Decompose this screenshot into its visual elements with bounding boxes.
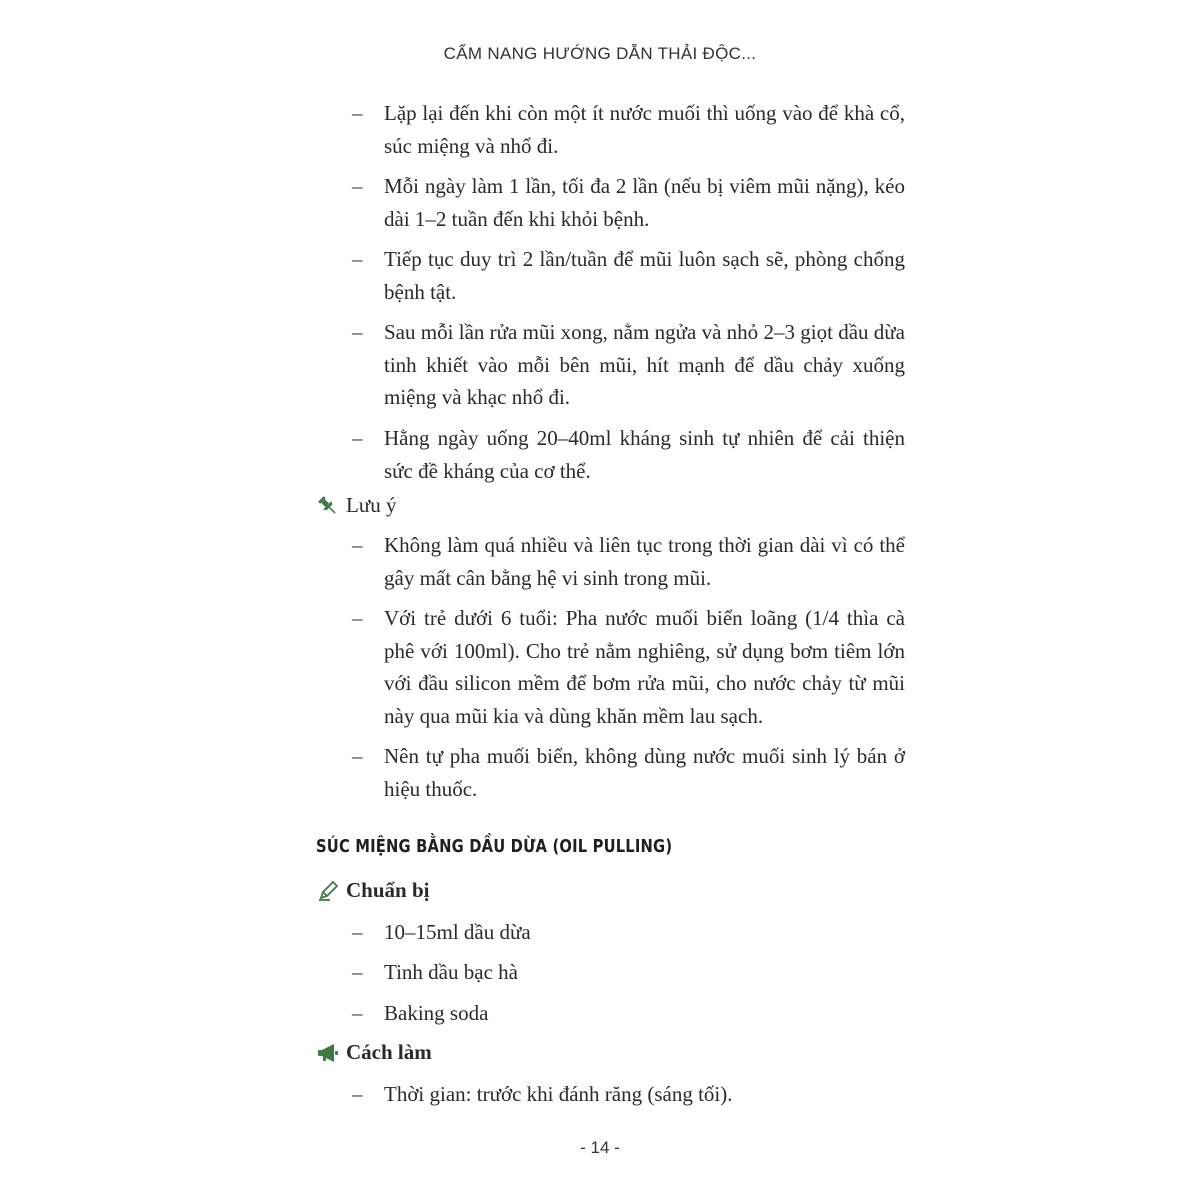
list-item: Thời gian: trước khi đánh răng (sáng tối). bbox=[384, 1082, 733, 1106]
section-title: SÚC MIỆNG BẰNG DẦU DỪA (OIL PULLING) bbox=[316, 836, 673, 857]
list-dash: – bbox=[352, 426, 363, 450]
list-item: Hằng ngày uống 20–40ml kháng sinh tự nhiên để cải thiện sức đề kháng của cơ thể. bbox=[384, 426, 905, 483]
list-dash: – bbox=[352, 744, 363, 768]
megaphone-icon bbox=[316, 1041, 340, 1065]
pencil-icon bbox=[316, 879, 340, 903]
list-item: Nên tự pha muối biển, không dùng nước muối sinh lý bán ở hiệu thuốc. bbox=[384, 744, 905, 801]
list-item: Lặp lại đến khi còn một ít nước muối thì uống vào để khà cổ, súc miệng và nhổ đi. bbox=[384, 101, 905, 158]
prepare-heading-label: Chuẩn bị bbox=[346, 878, 430, 902]
list-item: Tiếp tục duy trì 2 lần/tuần để mũi luôn sạch sẽ, phòng chống bệnh tật. bbox=[384, 247, 905, 304]
list-dash: – bbox=[352, 1001, 363, 1025]
list-item: Không làm quá nhiều và liên tục trong thời gian dài vì có thể gây mất cân bằng hệ vi sinh trong mũi. bbox=[384, 533, 905, 590]
list-dash: – bbox=[352, 1082, 363, 1106]
list-dash: – bbox=[352, 533, 363, 557]
list-dash: – bbox=[352, 320, 363, 344]
list-item: Sau mỗi lần rửa mũi xong, nằm ngửa và nhỏ 2–3 giọt dầu dừa tinh khiết vào mỗi bên mũi, hít mạnh để dầu chảy xuống miệng và khạc nhổ đi. bbox=[384, 320, 905, 410]
list-dash: – bbox=[352, 606, 363, 630]
list-dash: – bbox=[352, 920, 363, 944]
note-heading bbox=[316, 493, 396, 518]
list-dash: – bbox=[352, 174, 363, 198]
note-heading-label: Lưu ý bbox=[346, 493, 397, 517]
list-dash: – bbox=[352, 101, 363, 125]
page-number: - 14 - bbox=[580, 1138, 620, 1157]
pushpin-icon bbox=[316, 494, 340, 518]
list-dash: – bbox=[352, 247, 363, 271]
prepare-heading bbox=[316, 878, 429, 903]
running-header: CẨM NANG HƯỚNG DẪN THẢI ĐỘC... bbox=[443, 44, 757, 63]
list-dash: – bbox=[352, 960, 363, 984]
list-item: Với trẻ dưới 6 tuổi: Pha nước muối biển loãng (1/4 thìa cà phê với 100ml). Cho trẻ nằm nghiêng, sử dụng bơm tiêm lớn với đầu silicon mềm để bơm rửa mũi, cho nước chảy từ mũi này qua mũi kia và dùng khăn mềm lau sạch. bbox=[384, 606, 905, 729]
method-heading-label: Cách làm bbox=[346, 1040, 432, 1064]
list-item: Tinh dầu bạc hà bbox=[384, 960, 518, 984]
list-item: Mỗi ngày làm 1 lần, tối đa 2 lần (nếu bị viêm mũi nặng), kéo dài 1–2 tuần đến khi khỏi bệnh. bbox=[384, 174, 905, 231]
method-heading bbox=[316, 1040, 432, 1065]
list-item: 10–15ml dầu dừa bbox=[384, 920, 531, 944]
list-item: Baking soda bbox=[384, 1001, 489, 1025]
